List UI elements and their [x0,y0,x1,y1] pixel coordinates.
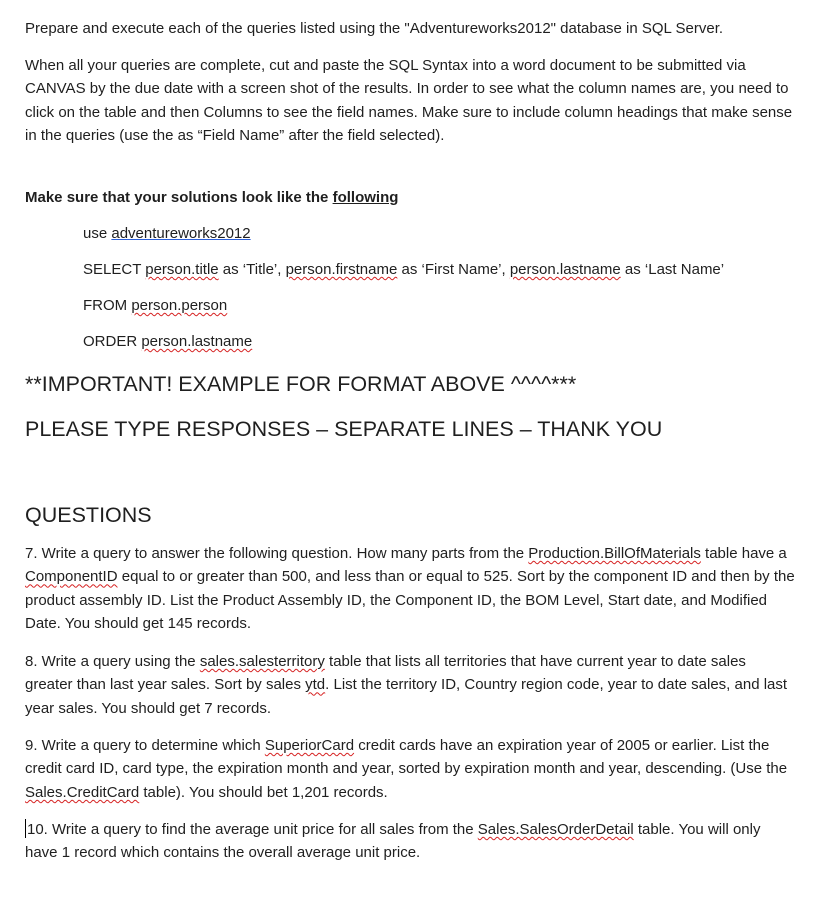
order-keyword: ORDER [83,333,142,350]
important-note: **IMPORTANT! EXAMPLE FOR FORMAT ABOVE ^^^^*** [25,372,577,396]
format-note-link: following [332,189,399,206]
questions-heading: QUESTIONS [25,503,152,527]
example-from-line [83,296,227,316]
question-8-column: ytd [305,676,326,694]
question-8-text: 8. Write a query using the [25,653,200,670]
question-8 [25,650,795,720]
submission-paragraph: When all your queries are complete, cut and paste the SQL Syntax into a word document to be submitted via CANVAS by the due date with a screen shot of the results. In order to see what the column names are, you need to click on the table and then Columns to see the field names. Make sure to include column headings that make sense in the queries (use the as “Field Name” after the field selected). [25,57,793,145]
question-8-text: . List the territory ID, Country region code, year to date sales, and last year sales. You should get 7 records. [25,676,788,717]
question-9-text: credit cards have an expiration year of 2005 or earlier. List the credit card ID, card type, the expiration month and year, sorted by expiration month and year, descending. (Use the [25,737,788,778]
alias-title: as ‘Title’, [218,261,286,278]
from-keyword: FROM [83,297,132,314]
example-order-line [83,332,252,352]
alias-lastname: as ‘Last Name’ [620,261,725,278]
format-note-lead: Make sure that your solutions look like the [25,189,333,206]
use-keyword: use [83,225,112,242]
text-cursor [25,819,26,838]
question-7-text: equal to or greater than 500, and less than or equal to 525. Sort by the component ID and then by the product assembly ID. List the Product Assembly ID, the Component ID, the BOM Level, Start date, and Modified Date. You should get 145 records. [25,568,795,633]
order-field: person.lastname [141,333,253,350]
question-10 [25,818,795,865]
question-10-text: 10. Write a query to find the average unit price for all sales from the [27,821,478,838]
alias-firstname: as ‘First Name’, [397,261,510,278]
field-lastname: person.lastname [509,261,621,278]
question-8-text: table that lists all territories that have current year to date sales greater than last year sales. Sort by sales [25,653,746,694]
select-keyword: SELECT [83,261,146,278]
question-7-table: Production.BillOfMaterials [528,545,701,562]
question-9 [25,734,795,804]
question-9-table: Sales.CreditCard [25,783,140,801]
database-name: adventureworks2012 [111,225,251,242]
question-7-column: ComponentID [25,568,118,586]
from-table: person.person [131,297,228,314]
question-8-table: sales.salesterritory [199,653,325,670]
intro-paragraph: Prepare and execute each of the queries listed using the "Adventureworks2012" database in SQL Server. [25,20,724,37]
question-9-text: table). You should bet 1,201 records. [139,783,388,801]
question-10-text: table. You will only have 1 record which contains the overall average unit price. [25,821,761,862]
question-9-text: 9. Write a query to determine which [25,737,265,754]
field-firstname: person.firstname [285,261,398,278]
question-7-text: 7. Write a query to answer the following question. How many parts from the [25,545,529,562]
question-7-text: table have a [700,545,787,562]
question-7 [25,542,795,636]
field-title: person.title [145,261,219,278]
question-9-card: SuperiorCard [264,737,355,754]
format-note [25,186,398,209]
question-10-table: Sales.SalesOrderDetail [477,821,634,838]
example-select-line [83,260,724,280]
instruction-note: PLEASE TYPE RESPONSES – SEPARATE LINES – THANK YOU [25,417,663,441]
example-use-line [83,224,251,244]
